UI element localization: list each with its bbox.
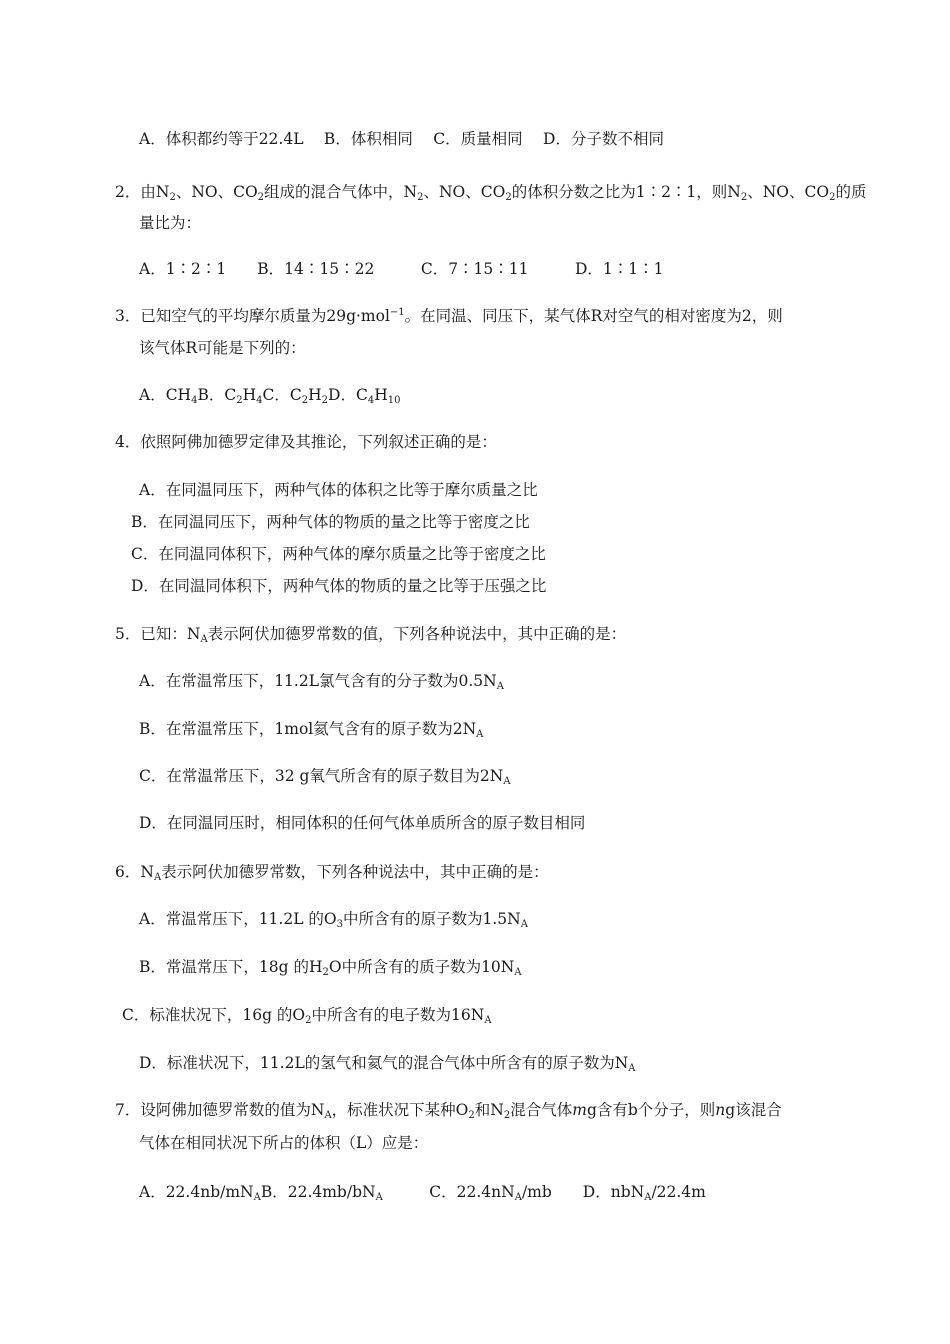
q3-stem-line2: 该气体R可能是下列的： — [139, 339, 306, 357]
q7-options: A．$22.4nb/mN_AB$．$22.4mb/bN_A$ C．$22.4nN_A/mb$ D．nbN$_A$/22.4m — [139, 1183, 706, 1203]
q7-stem-line1: 7．设阿佛加德罗常数的值为$N_A$，标准状况下某种$O_2$和$N_2$混合气体mg含有b个分子，则ng该混合 — [115, 1101, 782, 1121]
q4-option-a: A．在同温同压下，两种气体的体积之比等于摩尔质量之比 — [139, 481, 538, 499]
q2-stem-line1: 2．由$N_2$、NO、$CO_2$组成的混合气体中，$N_2$、NO、$CO_2$的体积分数之比为1∶2∶1，则$N_2$、NO、$CO_2$的质 — [115, 183, 867, 203]
q7-stem-line2: 气体在相同状况下所占的体积（L）应是： — [139, 1134, 429, 1152]
q6-option-d: D．标准状况下，11.2L的氢气和氦气的混合气体中所含有的原子数为$N_A$ — [139, 1054, 636, 1074]
q5-option-d: D．在同温同压时，相同体积的任何气体单质所含的原子数目相同 — [139, 814, 586, 832]
q5-option-b: B．在常温常压下，1mol氦气含有的原子数为$2N_A$ — [139, 720, 484, 740]
q5-stem: 5．已知：$N_A$表示阿伏加德罗常数的值，下列各种说法中，其中正确的是： — [115, 625, 627, 645]
q4-option-c: C．在同温同体积下，两种气体的摩尔质量之比等于密度之比 — [131, 545, 546, 563]
q5-option-c: C．在常温常压下，32 g氧气所含有的原子数目为$2N_A$ — [139, 767, 511, 787]
q2-stem-line2: 量比为： — [139, 214, 202, 232]
q4-option-d: D．在同温同体积下，两种气体的物质的量之比等于压强之比 — [131, 577, 547, 595]
q4-option-b: B．在同温同压下，两种气体的物质的量之比等于密度之比 — [131, 513, 530, 531]
q1-options: A．体积都约等于22.4L B．体积相同 C．质量相同 D．分子数不相同 — [139, 130, 664, 148]
q6-stem: 6．$N_A$表示阿伏加德罗常数，下列各种说法中，其中正确的是： — [115, 863, 549, 883]
q6-option-a: A．常温常压下，11.2L 的$O_3$中所含有的原子数为$1.5N_A$ — [139, 910, 528, 930]
q6-option-b: B．常温常压下，18g 的$H_2O$中所含有的质子数为$10N_A$ — [139, 958, 522, 978]
q3-stem-line1: 3．已知空气的平均摩尔质量为29g·mol$^{-1}$。在同温、同压下，某气体R对空气的相对密度为2，则 — [115, 307, 783, 325]
q4-stem: 4．依照阿佛加德罗定律及其推论，下列叙述正确的是： — [115, 433, 497, 451]
q2-options: A．1∶2∶1 B．14∶15∶22 C．7∶15∶11 D．1∶1∶1 — [139, 260, 664, 278]
q3-options: A．$CH_4B$．$C_2H_4C$．$C_2H_2D$．$C_4H_{10}$ — [139, 386, 401, 406]
q6-option-c: C．标准状况下，16g 的$O_2$中所含有的电子数为$16N_A$ — [122, 1006, 492, 1026]
q5-option-a: A．在常温常压下，11.2L氯气含有的分子数为$0.5N_A$ — [139, 672, 504, 692]
